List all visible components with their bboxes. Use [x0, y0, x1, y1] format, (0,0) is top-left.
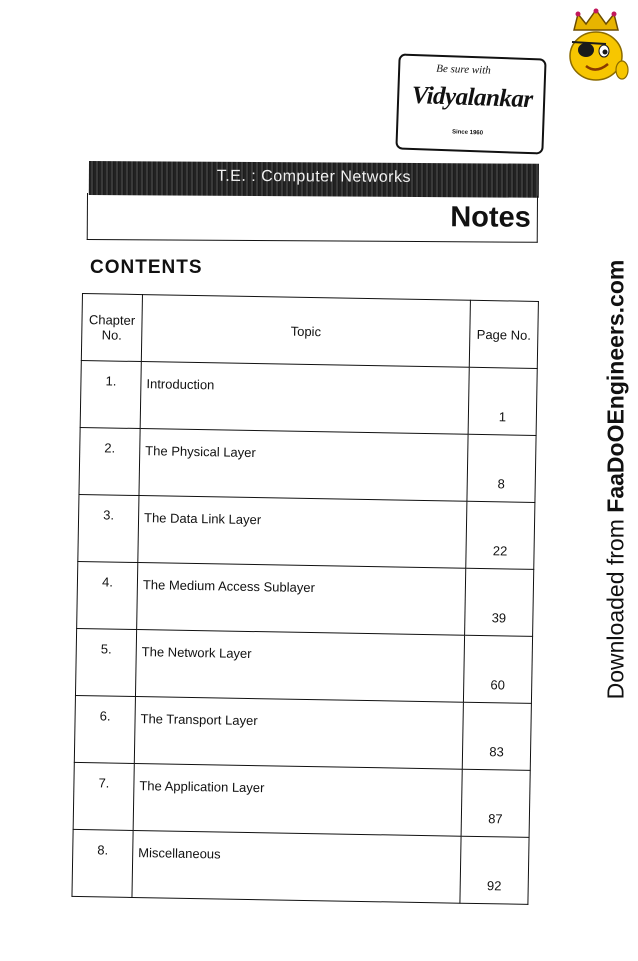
chapter-topic: The Data Link Layer: [138, 496, 467, 569]
watermark-brand: FaaDoOEngineers.com: [602, 259, 629, 513]
chapter-no: 1.: [80, 360, 141, 428]
page-no: 83: [462, 702, 531, 770]
page-no: 87: [461, 769, 530, 837]
table-row: [72, 829, 529, 904]
course-title: T.E. : Computer Networks: [216, 167, 412, 186]
table-row: [74, 695, 531, 770]
header-page-no: Page No.: [469, 300, 538, 368]
table-row: [79, 427, 536, 502]
chapter-no: 8.: [72, 829, 133, 897]
table-row: [77, 561, 534, 636]
chapter-no: 3.: [78, 494, 139, 562]
chapter-topic: Introduction: [140, 362, 469, 435]
logo-tagline: Be sure with: [435, 62, 491, 77]
chapter-no: 2.: [79, 427, 140, 495]
header-topic: Topic: [141, 295, 470, 368]
table-row: [80, 360, 537, 435]
contents-table: [71, 293, 538, 905]
table-row: [78, 494, 535, 569]
table-row: [73, 762, 530, 837]
notes-box: [87, 193, 538, 243]
table-row: [75, 628, 532, 703]
contents-heading: CONTENTS: [90, 257, 203, 278]
header-chapter-no: [81, 294, 142, 362]
chapter-topic: The Network Layer: [135, 630, 464, 703]
header-chapter-line1: Chapter: [88, 312, 136, 328]
chapter-topic: The Transport Layer: [134, 696, 463, 769]
page-no: 92: [460, 836, 529, 904]
page-no: 8: [467, 434, 536, 502]
table-header-row: [81, 294, 538, 369]
chapter-no: 5.: [75, 628, 136, 696]
page-no: 39: [465, 568, 534, 636]
logo-since: Since 1960: [451, 129, 484, 137]
title-bar: [89, 161, 539, 198]
chapter-topic: The Application Layer: [133, 763, 462, 836]
chapter-no: 7.: [73, 762, 134, 830]
crowned-mascot-icon: [562, 8, 632, 84]
page-no: 22: [466, 501, 535, 569]
watermark-text: [603, 250, 630, 710]
chapter-topic: The Physical Layer: [139, 429, 468, 502]
logo-brand: Vidyalankar: [411, 81, 534, 114]
chapter-topic: The Medium Access Sublayer: [137, 563, 466, 636]
header-chapter-line2: No.: [101, 327, 123, 343]
chapter-topic: Miscellaneous: [132, 830, 461, 903]
vidyalankar-logo: [395, 53, 546, 154]
page-no: 1: [468, 367, 537, 435]
chapter-no: 6.: [74, 695, 135, 763]
notes-label: Notes: [450, 201, 531, 234]
watermark-prefix: Downloaded from: [602, 512, 629, 700]
page-no: 60: [463, 635, 532, 703]
chapter-no: 4.: [77, 561, 138, 629]
